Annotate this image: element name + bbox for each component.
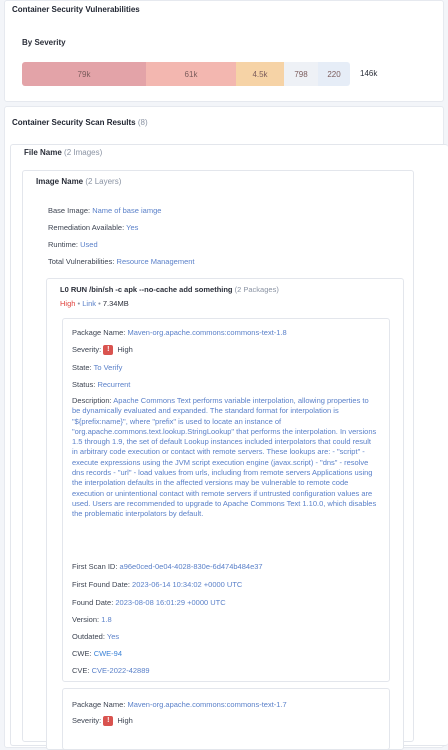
remediation-row [48,223,138,232]
runtime-value: Used [80,240,98,249]
first-scan-label: First Scan ID: [72,562,118,571]
version-row [72,615,112,624]
file-name-label: File Name [24,148,62,157]
total-vulnerabilities-value: Resource Management [116,257,195,266]
severity-segment-critical[interactable] [22,62,146,86]
version-value: 1.8 [101,615,112,624]
package-name-value: Maven-org.apache.commons:commons-text-1.7 [127,700,287,709]
image-name-label: Image Name [36,177,84,186]
shield-alert-icon: ! [103,716,113,726]
first-found-label: First Found Date: [72,580,130,589]
scan-results-count: (8) [137,118,148,127]
severity-row [72,345,133,355]
image-name-header[interactable] [36,177,121,186]
image-name-count: (2 Layers) [85,177,122,186]
segment-value: 4.5k [252,69,268,79]
found-date-row [72,598,226,607]
layer-meta [60,299,129,308]
severity-value: High [117,716,133,725]
remediation-value: Yes [126,223,139,232]
outdated-row [72,632,119,641]
package-name-row [72,328,287,337]
severity-row [72,716,133,726]
layer-link[interactable]: Link [82,299,97,308]
found-date-value: 2023-08-08 16:01:29 +0000 UTC [115,598,226,607]
found-date-label: Found Date: [72,598,114,607]
severity-segment-unknown[interactable] [318,62,350,86]
cwe-row [72,649,122,658]
total-vulnerabilities-row [48,257,195,266]
description-label: Description: [72,396,112,405]
first-scan-value: a96e0ced-0e04-4028-830e-6d474b484e37 [119,562,263,571]
segment-value: 798 [294,69,308,79]
severity-label: Severity: [72,345,102,354]
package-name-label: Package Name: [72,328,126,337]
cve-value: CVE-2022-42889 [91,666,150,675]
file-name-count: (2 Images) [64,148,103,157]
vulnerabilities-title: Container Security Vulnerabilities [12,5,140,14]
package-name-row [72,700,287,709]
base-image-value: Name of base iamge [92,206,162,215]
severity-label: Severity: [72,716,102,725]
package-name-value: Maven-org.apache.commons:commons-text-1.8 [127,328,287,337]
package-name-label: Package Name: [72,700,126,709]
severity-bar [22,62,350,86]
severity-value: High [117,345,133,354]
description-block [72,396,378,520]
state-label: State: [72,363,92,372]
remediation-label: Remediation Available: [48,223,125,232]
runtime-label: Runtime: [48,240,79,249]
file-name-header[interactable] [24,148,102,157]
base-image-label: Base Image: [48,206,91,215]
outdated-label: Outdated: [72,632,105,641]
description-value: Apache Commons Text performs variable interpolation, allowing properties to be dynamically evaluated and expanded. The standard format for interpolation is "${prefix:name}", where "prefix" is used to locate an instance of "org.apache.commons.text.lookup.StringLookup" that performs the interpolation. In versions 1.5 through 1.9, the set of default Lookup instances included interpolators that could result in arbitrary code execution or contact with remote servers. These lookups are: - "script" - execute expressions using the JVM script execution engine (javax.script) - "dns" - resolve dns records - "url" - load values from urls, including from remote servers Applications using the interpolation defaults in the affected versions may be vulnerable to remote code execution or unintentional contact with remote servers if untrusted configuration values are used. Users are recommended to upgrade to Apache Commons Text 1.10.0, which disables the problematic interpolators by default. [72,396,377,519]
layer-size: 7.34MB [102,299,129,308]
cwe-label: CWE: [72,649,92,658]
outdated-value: Yes [106,632,120,641]
meta-separator: • [98,299,101,308]
base-image-row [48,206,161,215]
shield-alert-icon: ! [103,345,113,355]
state-value: To Verify [93,363,123,372]
layer-command: L0 RUN /bin/sh -c apk --no-cache add something [60,285,233,294]
cwe-link[interactable]: CWE-94 [93,649,123,658]
status-value: Recurrent [97,380,131,389]
cve-row [72,666,150,675]
status-row [72,380,130,389]
layer-severity: High [60,299,76,308]
severity-segment-high[interactable] [146,62,236,86]
severity-segment-low[interactable] [284,62,318,86]
version-label: Version: [72,615,100,624]
state-row [72,363,122,372]
by-severity-label: By Severity [22,38,66,47]
first-scan-row [72,562,263,571]
severity-total: 146k [360,69,378,78]
status-label: Status: [72,380,96,389]
first-found-value: 2023-06-14 10:34:02 +0000 UTC [132,580,243,589]
scan-results-title-text: Container Security Scan Results [12,118,136,127]
segment-value: 61k [184,69,198,79]
scan-results-title [12,118,148,127]
segment-value: 79k [77,69,91,79]
layer-header[interactable] [60,285,279,294]
first-found-row [72,580,242,589]
layer-packages-count: (2 Packages) [234,285,279,294]
meta-separator: • [77,299,81,308]
segment-value: 220 [327,69,341,79]
total-vulnerabilities-label: Total Vulnerabilities: [48,257,115,266]
severity-segment-medium[interactable] [236,62,284,86]
cve-label: CVE: [72,666,90,675]
runtime-row [48,240,98,249]
vulnerabilities-panel [4,0,444,102]
